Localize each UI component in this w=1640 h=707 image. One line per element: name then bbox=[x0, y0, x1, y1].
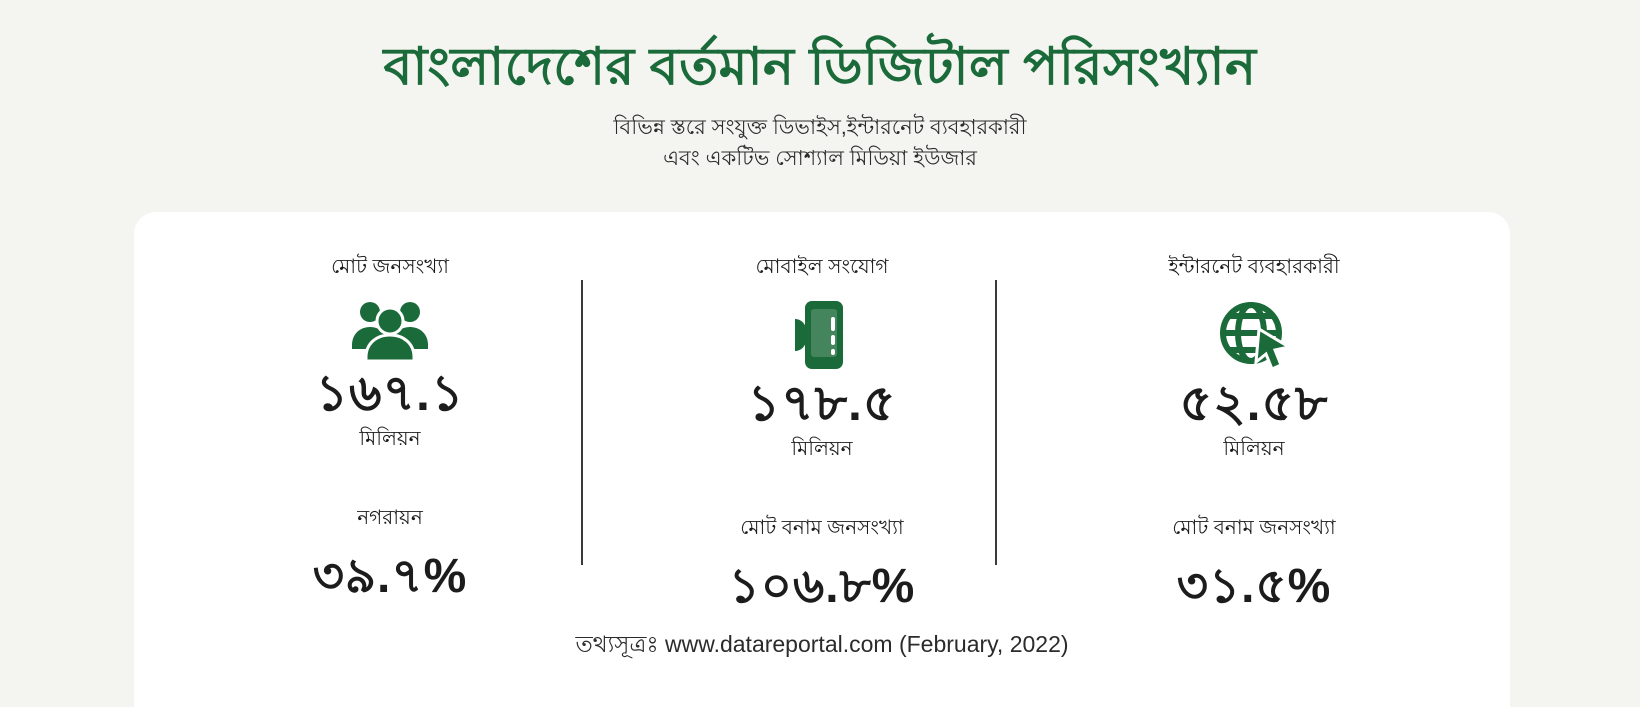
stat-unit: মিলিয়ন bbox=[791, 437, 853, 460]
stat-sub-label: মোট বনাম জনসংখ্যা bbox=[740, 516, 904, 539]
stat-value: ১৬৭.১ bbox=[315, 365, 465, 421]
stats-columns bbox=[134, 212, 1510, 613]
stat-unit: মিলিয়ন bbox=[359, 427, 421, 450]
source-note: তথ্যসূত্রঃ www.datareportal.com (February, 2022) bbox=[575, 631, 1069, 657]
subtitle-line-1: বিভিন্ন স্তরে সংযুক্ত ডিভাইস,ইন্টারনেট ব্যবহারকারী bbox=[613, 115, 1027, 139]
page-subtitle bbox=[0, 112, 1640, 175]
globe-cursor-icon bbox=[1215, 299, 1293, 371]
header bbox=[0, 0, 1640, 175]
subtitle-line-2: এবং একটিভ সোশ্যাল মিডিয়া ইউজার bbox=[663, 147, 977, 171]
stat-percent: ১০৬.৮% bbox=[728, 559, 916, 613]
stat-percent: ৩১.৫% bbox=[1176, 559, 1332, 613]
stat-column-mobile-connections bbox=[606, 242, 1038, 613]
stat-value: ১৭৮.৫ bbox=[747, 375, 897, 431]
stat-sub-label: নগরায়ন bbox=[357, 506, 423, 529]
stat-label: ইন্টারনেট ব্যবহারকারী bbox=[1168, 256, 1340, 278]
page-title: বাংলাদেশের বর্তমান ডিজিটাল পরিসংখ্যান bbox=[383, 38, 1257, 96]
stat-sub-label: মোট বনাম জনসংখ্যা bbox=[1172, 516, 1336, 539]
stat-label: মোবাইল সংযোগ bbox=[755, 256, 889, 278]
stats-card bbox=[134, 212, 1510, 707]
stat-value: ৫২.৫৮ bbox=[1179, 375, 1329, 431]
column-divider-1 bbox=[581, 280, 583, 565]
people-group-icon bbox=[348, 299, 432, 361]
mobile-phone-icon bbox=[787, 299, 857, 371]
stat-column-total-population bbox=[174, 242, 606, 603]
column-divider-2 bbox=[995, 280, 997, 565]
stat-label: মোট জনসংখ্যা bbox=[331, 256, 449, 278]
stat-column-internet-users bbox=[1038, 242, 1470, 613]
stat-percent: ৩৯.৭% bbox=[312, 549, 468, 603]
stat-unit: মিলিয়ন bbox=[1223, 437, 1285, 460]
